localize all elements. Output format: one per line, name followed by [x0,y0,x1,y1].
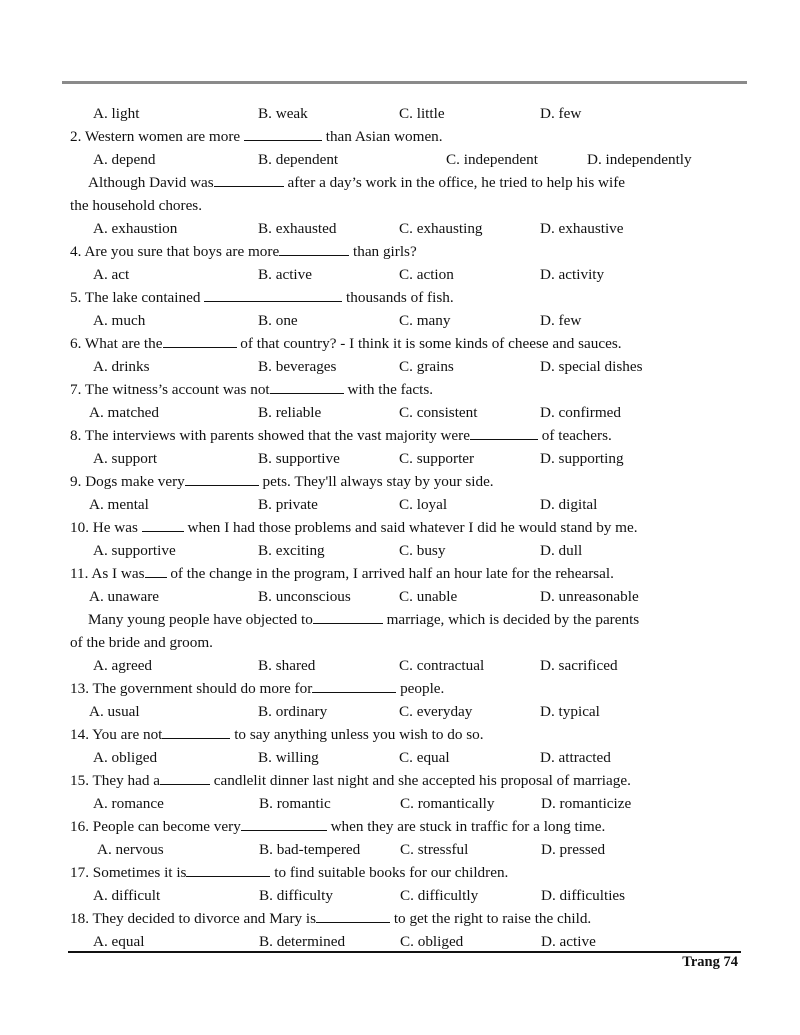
answer-blank[interactable] [142,518,184,532]
question-text: 16. People can become very [70,818,241,835]
answer-option[interactable]: B. private [258,496,318,513]
answer-option[interactable]: C. contractual [399,657,485,674]
question-text: 6. What are the [70,335,163,352]
question-line [70,907,742,930]
answer-option[interactable]: C. exhausting [399,220,483,237]
answer-option[interactable]: B. difficulty [259,887,333,904]
question-text: thousands of fish. [342,289,454,306]
question-line [70,815,742,838]
answer-option[interactable]: A. act [93,266,130,283]
question-line [70,516,742,539]
question-line [70,171,742,194]
answer-option[interactable]: D. confirmed [540,404,621,421]
question-text: 7. The witness’s account was not [70,381,270,398]
answer-option[interactable]: D. activity [540,266,605,283]
answer-options [70,309,742,332]
question-text: after a day’s work in the office, he tried to help his wife [283,174,626,191]
question-text: to get the right to raise the child. [390,910,592,927]
question-text: of that country? - I think it is some kinds of cheese and sauces. [236,335,622,352]
question-text: 5. The lake contained [70,289,205,306]
answer-option[interactable]: A. equal [93,933,145,950]
question-text: Although David was [88,174,214,191]
answer-option[interactable]: D. unreasonable [540,588,639,605]
answer-option[interactable]: B. ordinary [258,703,328,720]
answer-option[interactable]: A. depend [93,151,156,168]
answer-option[interactable]: A. unaware [89,588,159,605]
answer-option[interactable]: D. few [540,312,582,329]
answer-option[interactable]: A. nervous [97,841,164,858]
answer-option[interactable]: C. loyal [399,496,448,513]
answer-option[interactable]: A. drinks [93,358,150,375]
bottom-rule [68,951,741,953]
answer-option[interactable]: A. obliged [93,749,158,766]
answer-option[interactable]: B. determined [259,933,346,950]
question-text: pets. They'll always stay by your side. [258,473,494,490]
answer-option[interactable]: C. consistent [399,404,478,421]
answer-options [70,838,742,861]
question-text: when they are stuck in traffic for a long time. [326,818,606,835]
answer-option[interactable]: C. obliged [400,933,464,950]
answer-option[interactable]: B. exciting [258,542,325,559]
question-text: of teachers. [537,427,612,444]
answer-blank[interactable] [163,334,237,348]
answer-option[interactable]: A. exhaustion [93,220,178,237]
answer-options [70,217,742,240]
answer-options [70,654,742,677]
answer-options [70,585,742,608]
answer-option[interactable]: A. much [93,312,146,329]
question-line [70,194,742,217]
answer-option[interactable]: B. dependent [258,151,339,168]
top-rule [62,81,747,84]
question-line [70,562,742,585]
answer-option[interactable]: C. action [399,266,454,283]
answer-option[interactable]: A. supportive [93,542,176,559]
answer-option[interactable]: A. matched [89,404,160,421]
answer-blank[interactable] [185,472,259,486]
answer-options [70,700,742,723]
question-text: 9. Dogs make very [70,473,185,490]
answer-option[interactable]: B. bad-tempered [259,841,361,858]
answer-options [70,148,742,171]
answer-option[interactable]: B. romantic [259,795,331,812]
answer-blank[interactable] [145,564,167,578]
question-line [70,608,742,631]
answer-option[interactable]: D. special dishes [540,358,643,375]
question-text: 2. Western women are more [70,128,244,145]
answer-option[interactable]: D. difficulties [541,887,626,904]
answer-option[interactable]: B. supportive [258,450,340,467]
question-text: marriage, which is decided by the parents [382,611,640,628]
answer-option[interactable]: B. weak [258,105,308,122]
answer-blank[interactable] [270,380,344,394]
question-text: to say anything unless you wish to do so. [230,726,484,743]
answer-option[interactable]: C. supporter [399,450,475,467]
question-line [70,332,742,355]
question-line [70,286,742,309]
question-text: when I had those problems and said whatever I did he would stand by me. [183,519,638,536]
answer-option[interactable]: A. agreed [93,657,153,674]
answer-options [70,884,742,907]
question-text: of the bride and groom. [70,634,213,651]
answer-blank[interactable] [279,242,349,256]
answer-option[interactable]: B. beverages [258,358,337,375]
answer-option[interactable]: A. light [93,105,140,122]
question-text: 10. He was [70,519,142,536]
question-line [70,769,742,792]
answer-option[interactable]: C. unable [399,588,458,605]
answer-option[interactable]: D. active [541,933,596,950]
question-text: than girls? [349,243,417,260]
answer-option[interactable]: D. dull [540,542,583,559]
question-text: 11. As I was [70,565,145,582]
answer-option[interactable]: C. busy [399,542,446,559]
answer-blank[interactable] [162,725,230,739]
answer-option[interactable]: B. willing [258,749,319,766]
question-line [70,470,742,493]
answer-option[interactable]: D. romanticize [541,795,632,812]
question-text: the household chores. [70,197,203,214]
answer-options [70,539,742,562]
answer-blank[interactable] [241,817,327,831]
answer-option[interactable]: B. exhausted [258,220,337,237]
question-text: 4. Are you sure that boys are more [70,243,280,260]
answer-option[interactable]: C. little [399,105,445,122]
answer-option[interactable]: B. reliable [258,404,322,421]
answer-options [70,493,742,516]
answer-blank[interactable] [470,426,538,440]
answer-option[interactable]: B. active [258,266,312,283]
answer-option[interactable]: A. romance [93,795,164,812]
answer-blank[interactable] [204,288,342,302]
answer-option[interactable]: C. independent [446,151,538,168]
answer-option[interactable]: D. sacrificed [540,657,618,674]
question-text: than Asian women. [321,128,443,145]
question-line [70,631,742,654]
question-line [70,125,742,148]
answer-option[interactable]: A. support [93,450,158,467]
question-text: to find suitable books for our children. [270,864,509,881]
question-text: of the change in the program, I arrived half an hour late for the rehearsal. [166,565,614,582]
answer-blank[interactable] [186,863,270,877]
question-text: Many young people have objected to [88,611,313,628]
answer-option[interactable]: C. romantically [400,795,495,812]
answer-option[interactable]: D. attracted [540,749,611,766]
answer-option[interactable]: D. pressed [541,841,606,858]
question-line [70,424,742,447]
question-text: with the facts. [343,381,434,398]
answer-option[interactable]: B. shared [258,657,316,674]
answer-options [70,447,742,470]
answer-option[interactable]: C. difficultly [400,887,479,904]
answer-option[interactable]: D. independently [587,151,692,168]
answer-blank[interactable] [214,173,284,187]
answer-options [70,355,742,378]
answer-options [70,930,742,953]
answer-blank[interactable] [244,127,322,141]
question-line [70,723,742,746]
answer-option[interactable]: C. equal [399,749,450,766]
answer-option[interactable]: D. digital [540,496,598,513]
question-text: 18. They decided to divorce and Mary is [70,910,317,927]
answer-option[interactable]: C. everyday [399,703,473,720]
question-text: 17. Sometimes it is [70,864,187,881]
answer-blank[interactable] [160,771,210,785]
answer-option[interactable]: D. exhaustive [540,220,624,237]
answer-blank[interactable] [313,610,383,624]
question-text: 15. They had a [70,772,160,789]
answer-option[interactable]: A. usual [89,703,140,720]
answer-option[interactable]: D. typical [540,703,600,720]
question-text: 8. The interviews with parents showed that the vast majority were [70,427,470,444]
answer-option[interactable]: A. mental [89,496,149,513]
answer-blank[interactable] [312,679,396,693]
answer-blank[interactable] [316,909,390,923]
question-text: 14. You are not [70,726,163,743]
question-line [70,677,742,700]
answer-option[interactable]: C. grains [399,358,454,375]
question-line [70,861,742,884]
answer-option[interactable]: B. one [258,312,298,329]
question-text: 13. The government should do more for [70,680,313,697]
page-number: Trang 74 [682,954,738,970]
answer-option[interactable]: D. few [540,105,582,122]
answer-option[interactable]: C. many [399,312,451,329]
answer-options [70,792,742,815]
answer-option[interactable]: B. unconscious [258,588,351,605]
answer-options [70,102,742,125]
question-text: people. [396,680,445,697]
answer-options [70,746,742,769]
answer-option[interactable]: C. stressful [400,841,469,858]
question-line [70,240,742,263]
question-line [70,378,742,401]
exercise-list [70,102,742,953]
answer-options [70,263,742,286]
question-text: candlelit dinner last night and she accepted his proposal of marriage. [209,772,631,789]
answer-option[interactable]: A. difficult [93,887,161,904]
answer-options [70,401,742,424]
answer-option[interactable]: D. supporting [540,450,624,467]
